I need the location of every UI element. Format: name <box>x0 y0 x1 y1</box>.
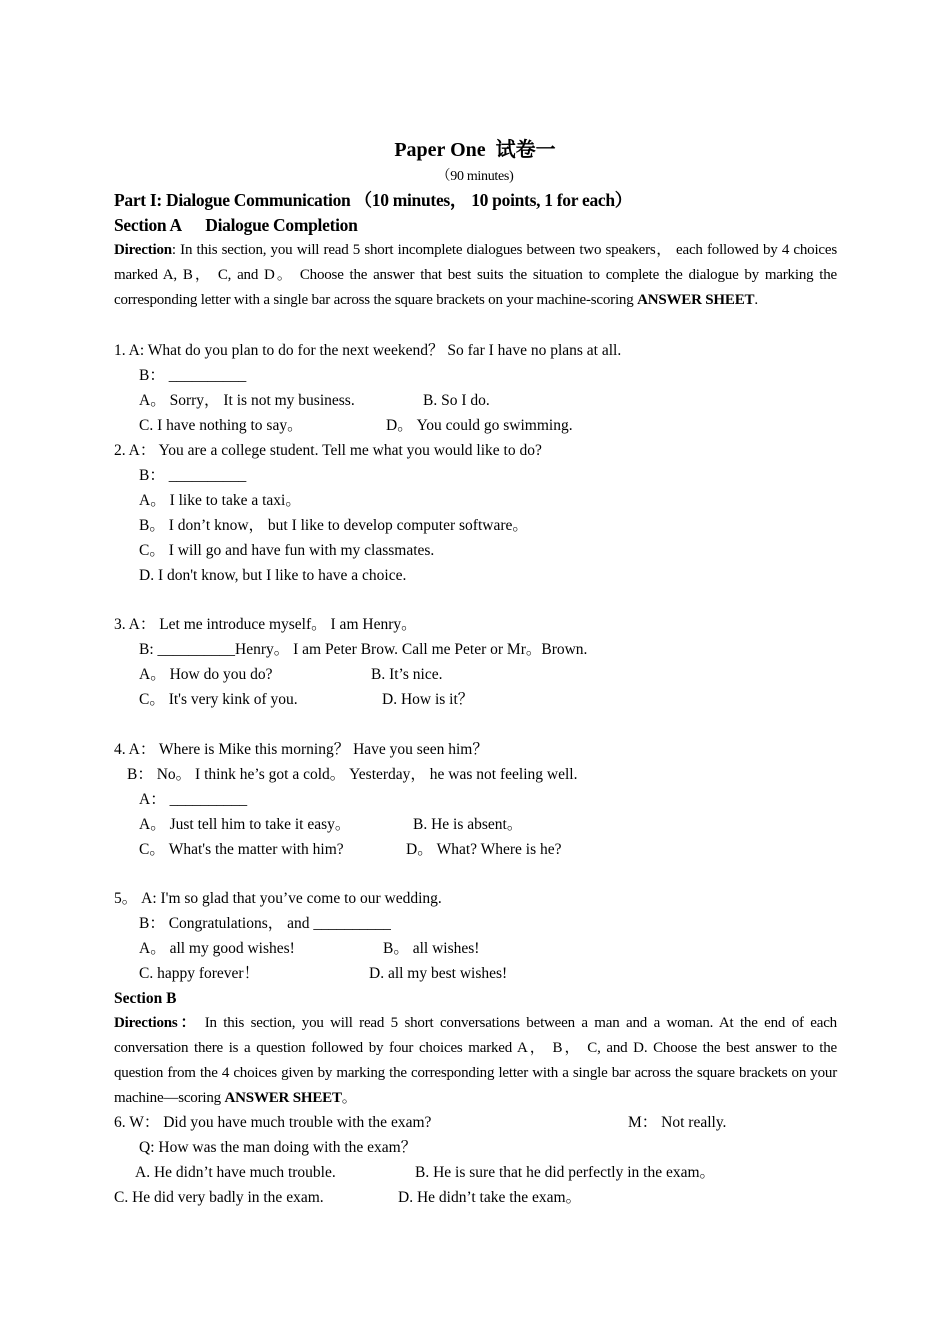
q5-option-d: D. all my best wishes! <box>369 965 508 982</box>
direction-label: Direction <box>114 242 172 258</box>
directions-label: Directions： <box>114 1015 199 1031</box>
part-heading: Part I: Dialogue Communication （10 minutes， 10 points, 1 for each） <box>114 190 632 210</box>
q6-woman-line: 6. W： Did you have much trouble with the exam? <box>114 1114 432 1131</box>
q5-blank: B： Congratulations， and __________ <box>139 915 391 932</box>
q1-stem: 1. A: What do you plan to do for the next weekend？ So far I have no plans at all. <box>114 342 622 359</box>
q4-option-d: D。 What? Where is he? <box>406 841 562 858</box>
direction-strong: ANSWER SHEET <box>637 292 755 308</box>
q6-option-c: C. He did very badly in the exam. <box>114 1189 324 1206</box>
directions-text: In this section, you will read 5 short conversations between a man and a woman. At the end of each conversation there is a question followed by four choices marked A， B， C, and D. Choose the best answer to the question from the 4 choices given by marking the corresponding letter with a single bar across the square brackets on your machine—scoring <box>114 1015 837 1106</box>
q4-option-b: B. He is absent。 <box>413 816 523 833</box>
q1-option-b: B. So I do. <box>423 392 490 409</box>
q4-option-c: C。 What's the matter with him? <box>139 841 344 858</box>
q1-option-c: C. I have nothing to say。 <box>139 417 303 434</box>
q4-option-a: A。 Just tell him to take it easy。 <box>139 816 351 833</box>
q6-option-a: A. He didn’t have much trouble. <box>135 1164 336 1181</box>
q4-response: B： No。 I think he’s got a cold。 Yesterday， he was not feeling well. <box>127 766 578 783</box>
q1-blank: B： __________ <box>139 367 247 384</box>
q2-stem: 2. A： You are a college student. Tell me what you would like to do? <box>114 442 542 459</box>
q3-option-a: A。 How do you do? <box>139 666 273 683</box>
section-b-heading: Section B <box>114 990 177 1007</box>
q4-stem: 4. A： Where is Mike this morning？ Have you seen him？ <box>114 741 488 758</box>
section-a-direction <box>114 238 837 313</box>
section-b-direction <box>114 1011 837 1111</box>
q5-option-c: C. happy forever！ <box>139 965 260 982</box>
q2-option-c: C。 I will go and have fun with my classmates. <box>139 542 435 559</box>
q5-option-a: A。 all my good wishes! <box>139 940 295 957</box>
q6-question: Q: How was the man doing with the exam？ <box>139 1139 417 1156</box>
q6-option-d: D. He didn’t take the exam。 <box>398 1189 582 1206</box>
q5-option-b: B。 all wishes! <box>383 940 480 957</box>
q2-option-b: B。 I don’t know， but I like to develop computer software。 <box>139 517 528 534</box>
page-subtitle: （90 minutes) <box>436 169 514 184</box>
q1-option-a: A。 Sorry， It is not my business. <box>139 392 355 409</box>
direction-end: . <box>754 292 758 308</box>
directions-strong: ANSWER SHEET <box>224 1090 342 1106</box>
q3-blank: B: __________Henry。 I am Peter Brow. Call me Peter or Mr。Brown. <box>139 641 588 658</box>
direction-text: : In this section, you will read 5 short incomplete dialogues between two speakers， each followed by 4 choices marked A, B， C, and D。 Choose the answer that best suits the situation to complete the dialogue by marking the corresponding letter with a single bar across the square brackets on your machine-scoring <box>114 242 837 308</box>
q1-option-d: D。 You could go swimming. <box>386 417 573 434</box>
q2-option-d: D. I don't know, but I like to have a choice. <box>139 567 407 584</box>
q3-option-d: D. How is it？ <box>382 691 474 708</box>
q2-blank: B： __________ <box>139 467 247 484</box>
directions-end: 。 <box>341 1090 357 1106</box>
q5-stem: 5。 A: I'm so glad that you’ve come to our wedding. <box>114 890 442 907</box>
q3-option-b: B. It’s nice. <box>371 666 443 683</box>
q4-blank: A： __________ <box>139 791 248 808</box>
page-title: Paper One 试卷一 <box>394 139 556 161</box>
q6-option-b: B. He is sure that he did perfectly in the exam。 <box>415 1164 716 1181</box>
q3-option-c: C。 It's very kink of you. <box>139 691 298 708</box>
q3-stem: 3. A： Let me introduce myself。 I am Henry。 <box>114 616 417 633</box>
q2-option-a: A。 I like to take a taxi。 <box>139 492 301 509</box>
section-a-heading: Section A Dialogue Completion <box>114 215 358 235</box>
q6-man-line: M： Not really. <box>628 1114 727 1131</box>
